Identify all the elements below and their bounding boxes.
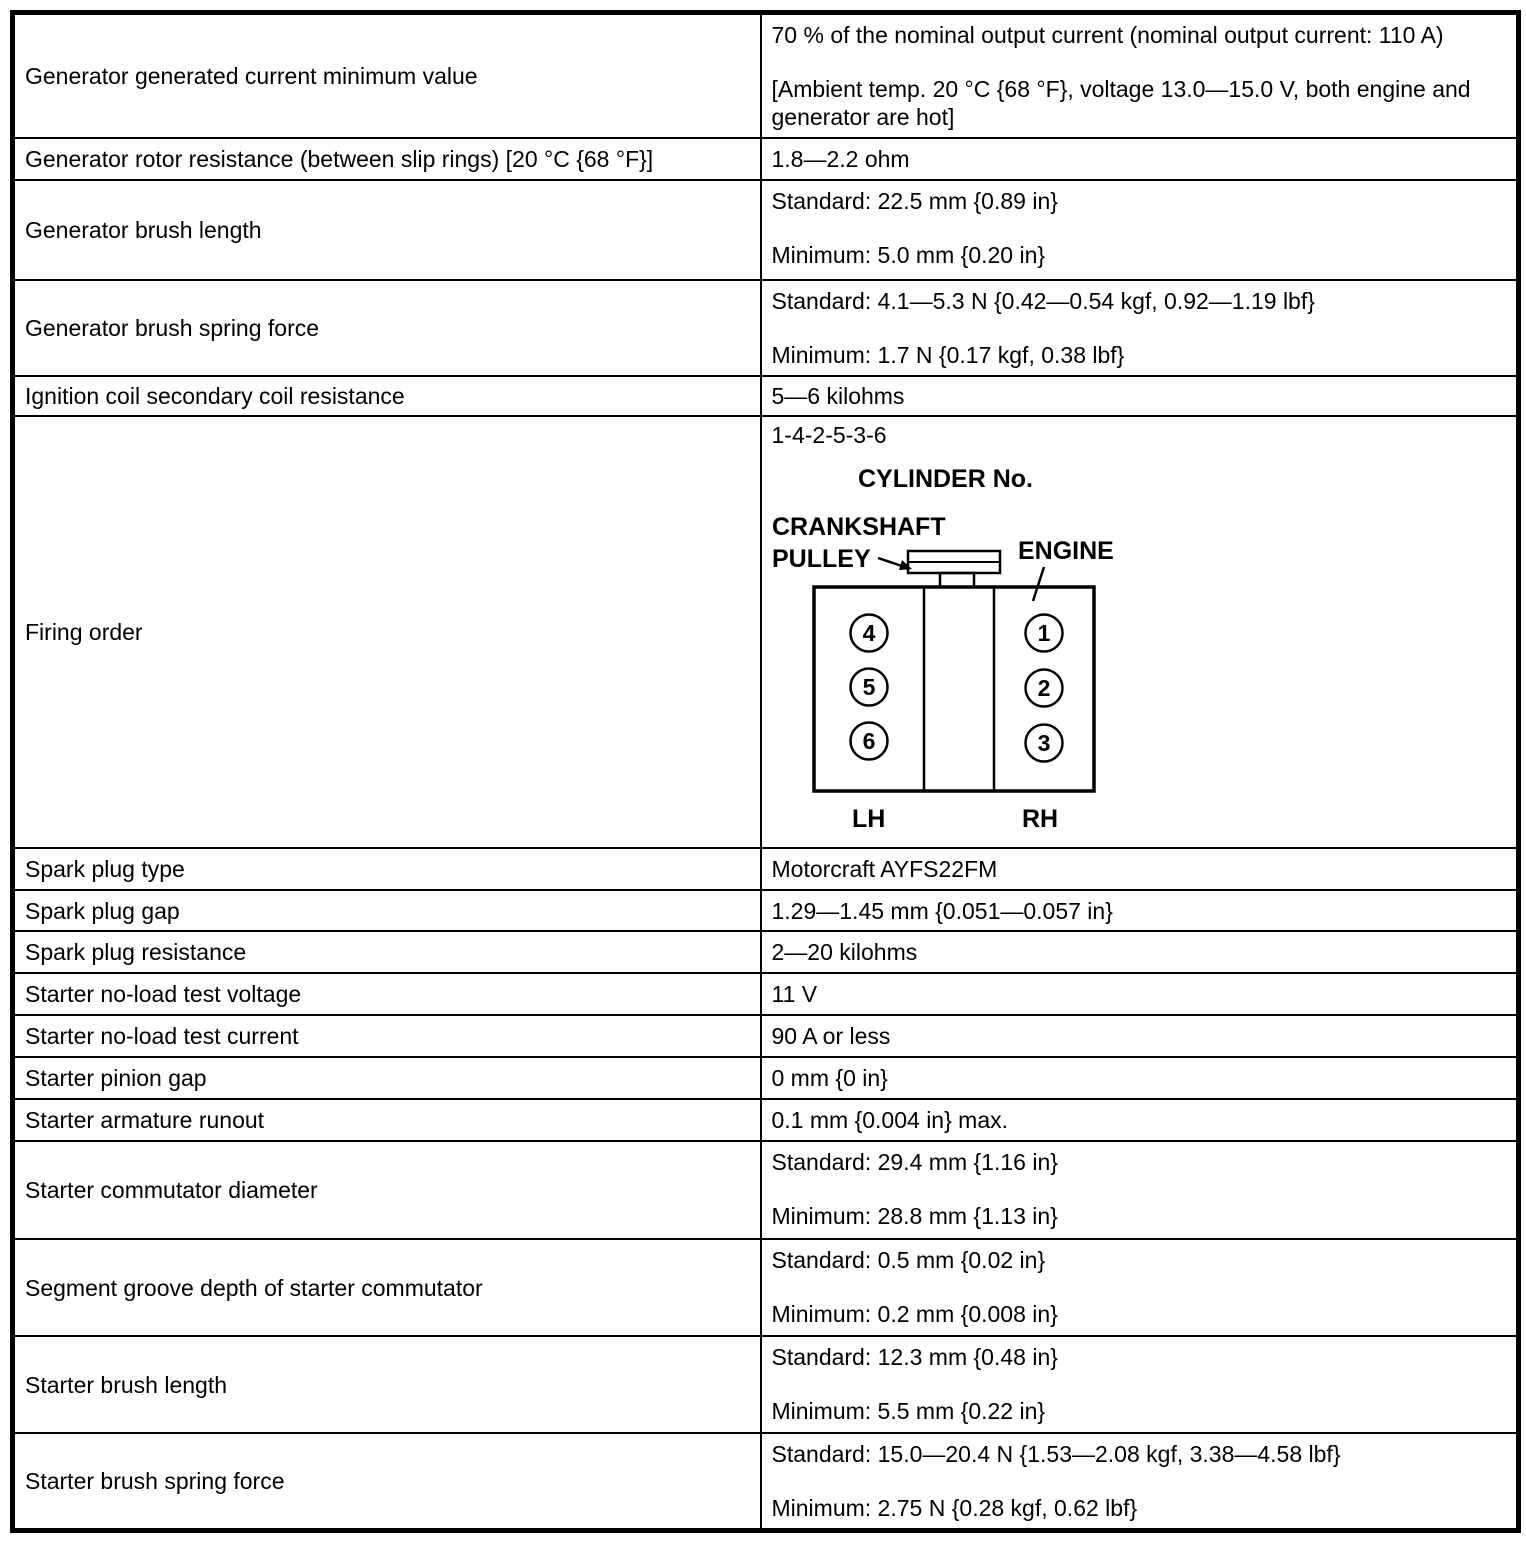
spec-value-line: Standard: 4.1—5.3 N {0.42—0.54 kgf, 0.92—1.19 lbf} bbox=[771, 288, 1315, 314]
table-row bbox=[13, 1057, 1519, 1099]
table-row bbox=[13, 416, 1519, 848]
lh-bank-label: LH bbox=[851, 805, 885, 833]
spec-value-line: Minimum: 5.0 mm {0.20 in} bbox=[771, 242, 1046, 268]
firing-order-sequence: 1-4-2-5-3-6 bbox=[771, 422, 887, 448]
spec-value-line: Minimum: 2.75 N {0.28 kgf, 0.62 lbf} bbox=[771, 1495, 1138, 1521]
spec-label: Firing order bbox=[13, 416, 761, 848]
spec-value-line: [Ambient temp. 20 °C {68 °F}, voltage 13.0—15.0 V, both engine and generator are hot] bbox=[771, 76, 1471, 130]
spec-value-line: 11 V bbox=[771, 981, 818, 1007]
table-row bbox=[13, 848, 1519, 890]
spec-value bbox=[761, 1099, 1519, 1141]
table-row bbox=[13, 138, 1519, 180]
spec-value-line: 90 A or less bbox=[771, 1023, 891, 1049]
engine-pointer-line bbox=[1033, 567, 1044, 601]
spec-value-line: Standard: 22.5 mm {0.89 in} bbox=[771, 188, 1058, 214]
table-row bbox=[13, 376, 1519, 416]
spec-value-line: 1.29—1.45 mm {0.051—0.057 in} bbox=[771, 897, 1113, 924]
spec-value-line: Minimum: 0.2 mm {0.008 in} bbox=[771, 1301, 1058, 1327]
spec-value-line: 70 % of the nominal output current (nominal output current: 110 A) bbox=[771, 22, 1444, 48]
spec-value-line: Motorcraft AYFS22FM bbox=[771, 856, 998, 882]
spec-value-line: 2—20 kilohms bbox=[771, 939, 918, 965]
spec-value bbox=[761, 931, 1519, 973]
spec-value bbox=[761, 1433, 1519, 1531]
spec-label: Starter brush length bbox=[13, 1336, 761, 1433]
spec-value-line: 0 mm {0 in} bbox=[771, 1065, 888, 1091]
crankshaft-pulley-label-line2: PULLEY bbox=[771, 545, 871, 573]
spec-label: Segment groove depth of starter commutator bbox=[13, 1239, 761, 1336]
cylinder-no-label: CYLINDER No. bbox=[857, 465, 1033, 493]
spec-value-line: Standard: 12.3 mm {0.48 in} bbox=[771, 1344, 1058, 1370]
spec-value bbox=[761, 13, 1519, 139]
cylinder-number: 5 bbox=[862, 674, 875, 700]
spec-value-line: Minimum: 28.8 mm {1.13 in} bbox=[771, 1203, 1058, 1229]
pulley-pointer-line bbox=[878, 558, 902, 566]
cylinder-number: 1 bbox=[1037, 620, 1050, 646]
table-row bbox=[13, 1141, 1519, 1239]
engine-label: ENGINE bbox=[1017, 537, 1114, 565]
spec-label: Spark plug gap bbox=[13, 890, 761, 931]
spec-value bbox=[761, 1057, 1519, 1099]
spec-label: Starter brush spring force bbox=[13, 1433, 761, 1531]
table-row bbox=[13, 280, 1519, 376]
firing-order-diagram-svg bbox=[772, 455, 1164, 837]
spec-label: Starter no-load test current bbox=[13, 1015, 761, 1057]
table-row bbox=[13, 180, 1519, 280]
spec-label: Generator brush spring force bbox=[13, 280, 761, 376]
spec-value-line: Standard: 15.0—20.4 N {1.53—2.08 kgf, 3.38—4.58 lbf} bbox=[771, 1441, 1341, 1467]
spec-value bbox=[761, 890, 1519, 931]
spec-value-line: Standard: 0.5 mm {0.02 in} bbox=[771, 1247, 1046, 1273]
spec-value-line: 0.1 mm {0.004 in} max. bbox=[771, 1107, 1009, 1133]
table-row bbox=[13, 13, 1519, 139]
table-row bbox=[13, 890, 1519, 931]
pulley-shaft-rect bbox=[940, 573, 974, 587]
spec-label: Starter commutator diameter bbox=[13, 1141, 761, 1239]
spec-value bbox=[761, 1336, 1519, 1433]
rh-bank-label: RH bbox=[1021, 805, 1058, 833]
spec-table bbox=[10, 10, 1521, 1533]
table-row bbox=[13, 1433, 1519, 1531]
spec-value bbox=[761, 848, 1519, 890]
table-row bbox=[13, 931, 1519, 973]
spec-label: Spark plug type bbox=[13, 848, 761, 890]
spec-value bbox=[761, 138, 1519, 180]
spec-value bbox=[761, 376, 1519, 416]
spec-value bbox=[761, 1141, 1519, 1239]
cylinder-number: 3 bbox=[1037, 730, 1050, 756]
spec-label: Spark plug resistance bbox=[13, 931, 761, 973]
table-row bbox=[13, 973, 1519, 1015]
crankshaft-pulley-label-line1: CRANKSHAFT bbox=[771, 513, 946, 541]
spec-label: Starter no-load test voltage bbox=[13, 973, 761, 1015]
cylinder-number: 2 bbox=[1037, 675, 1050, 701]
spec-label: Generator generated current minimum value bbox=[13, 13, 761, 139]
spec-value bbox=[761, 1239, 1519, 1336]
spec-label: Starter pinion gap bbox=[13, 1057, 761, 1099]
spec-value-line: 1.8—2.2 ohm bbox=[771, 146, 910, 172]
spec-label: Ignition coil secondary coil resistance bbox=[13, 376, 761, 416]
spec-value-line: Minimum: 1.7 N {0.17 kgf, 0.38 lbf} bbox=[771, 342, 1125, 368]
table-row bbox=[13, 1239, 1519, 1336]
spec-label: Starter armature runout bbox=[13, 1099, 761, 1141]
table-row bbox=[13, 1099, 1519, 1141]
spec-value-line: Minimum: 5.5 mm {0.22 in} bbox=[771, 1398, 1046, 1424]
spec-value bbox=[761, 280, 1519, 376]
spec-value bbox=[761, 1015, 1519, 1057]
cylinder-number: 4 bbox=[862, 620, 875, 646]
spec-value-line: 5—6 kilohms bbox=[771, 383, 905, 409]
spec-value bbox=[761, 416, 1519, 848]
cylinder-number: 6 bbox=[862, 728, 875, 754]
table-row bbox=[13, 1015, 1519, 1057]
spec-value bbox=[761, 180, 1519, 280]
firing-order-diagram bbox=[772, 455, 1509, 843]
spec-label: Generator rotor resistance (between slip rings) [20 °C {68 °F}] bbox=[13, 138, 761, 180]
spec-label: Generator brush length bbox=[13, 180, 761, 280]
table-row bbox=[13, 1336, 1519, 1433]
spec-value-line: Standard: 29.4 mm {1.16 in} bbox=[771, 1149, 1058, 1175]
spec-value bbox=[761, 973, 1519, 1015]
